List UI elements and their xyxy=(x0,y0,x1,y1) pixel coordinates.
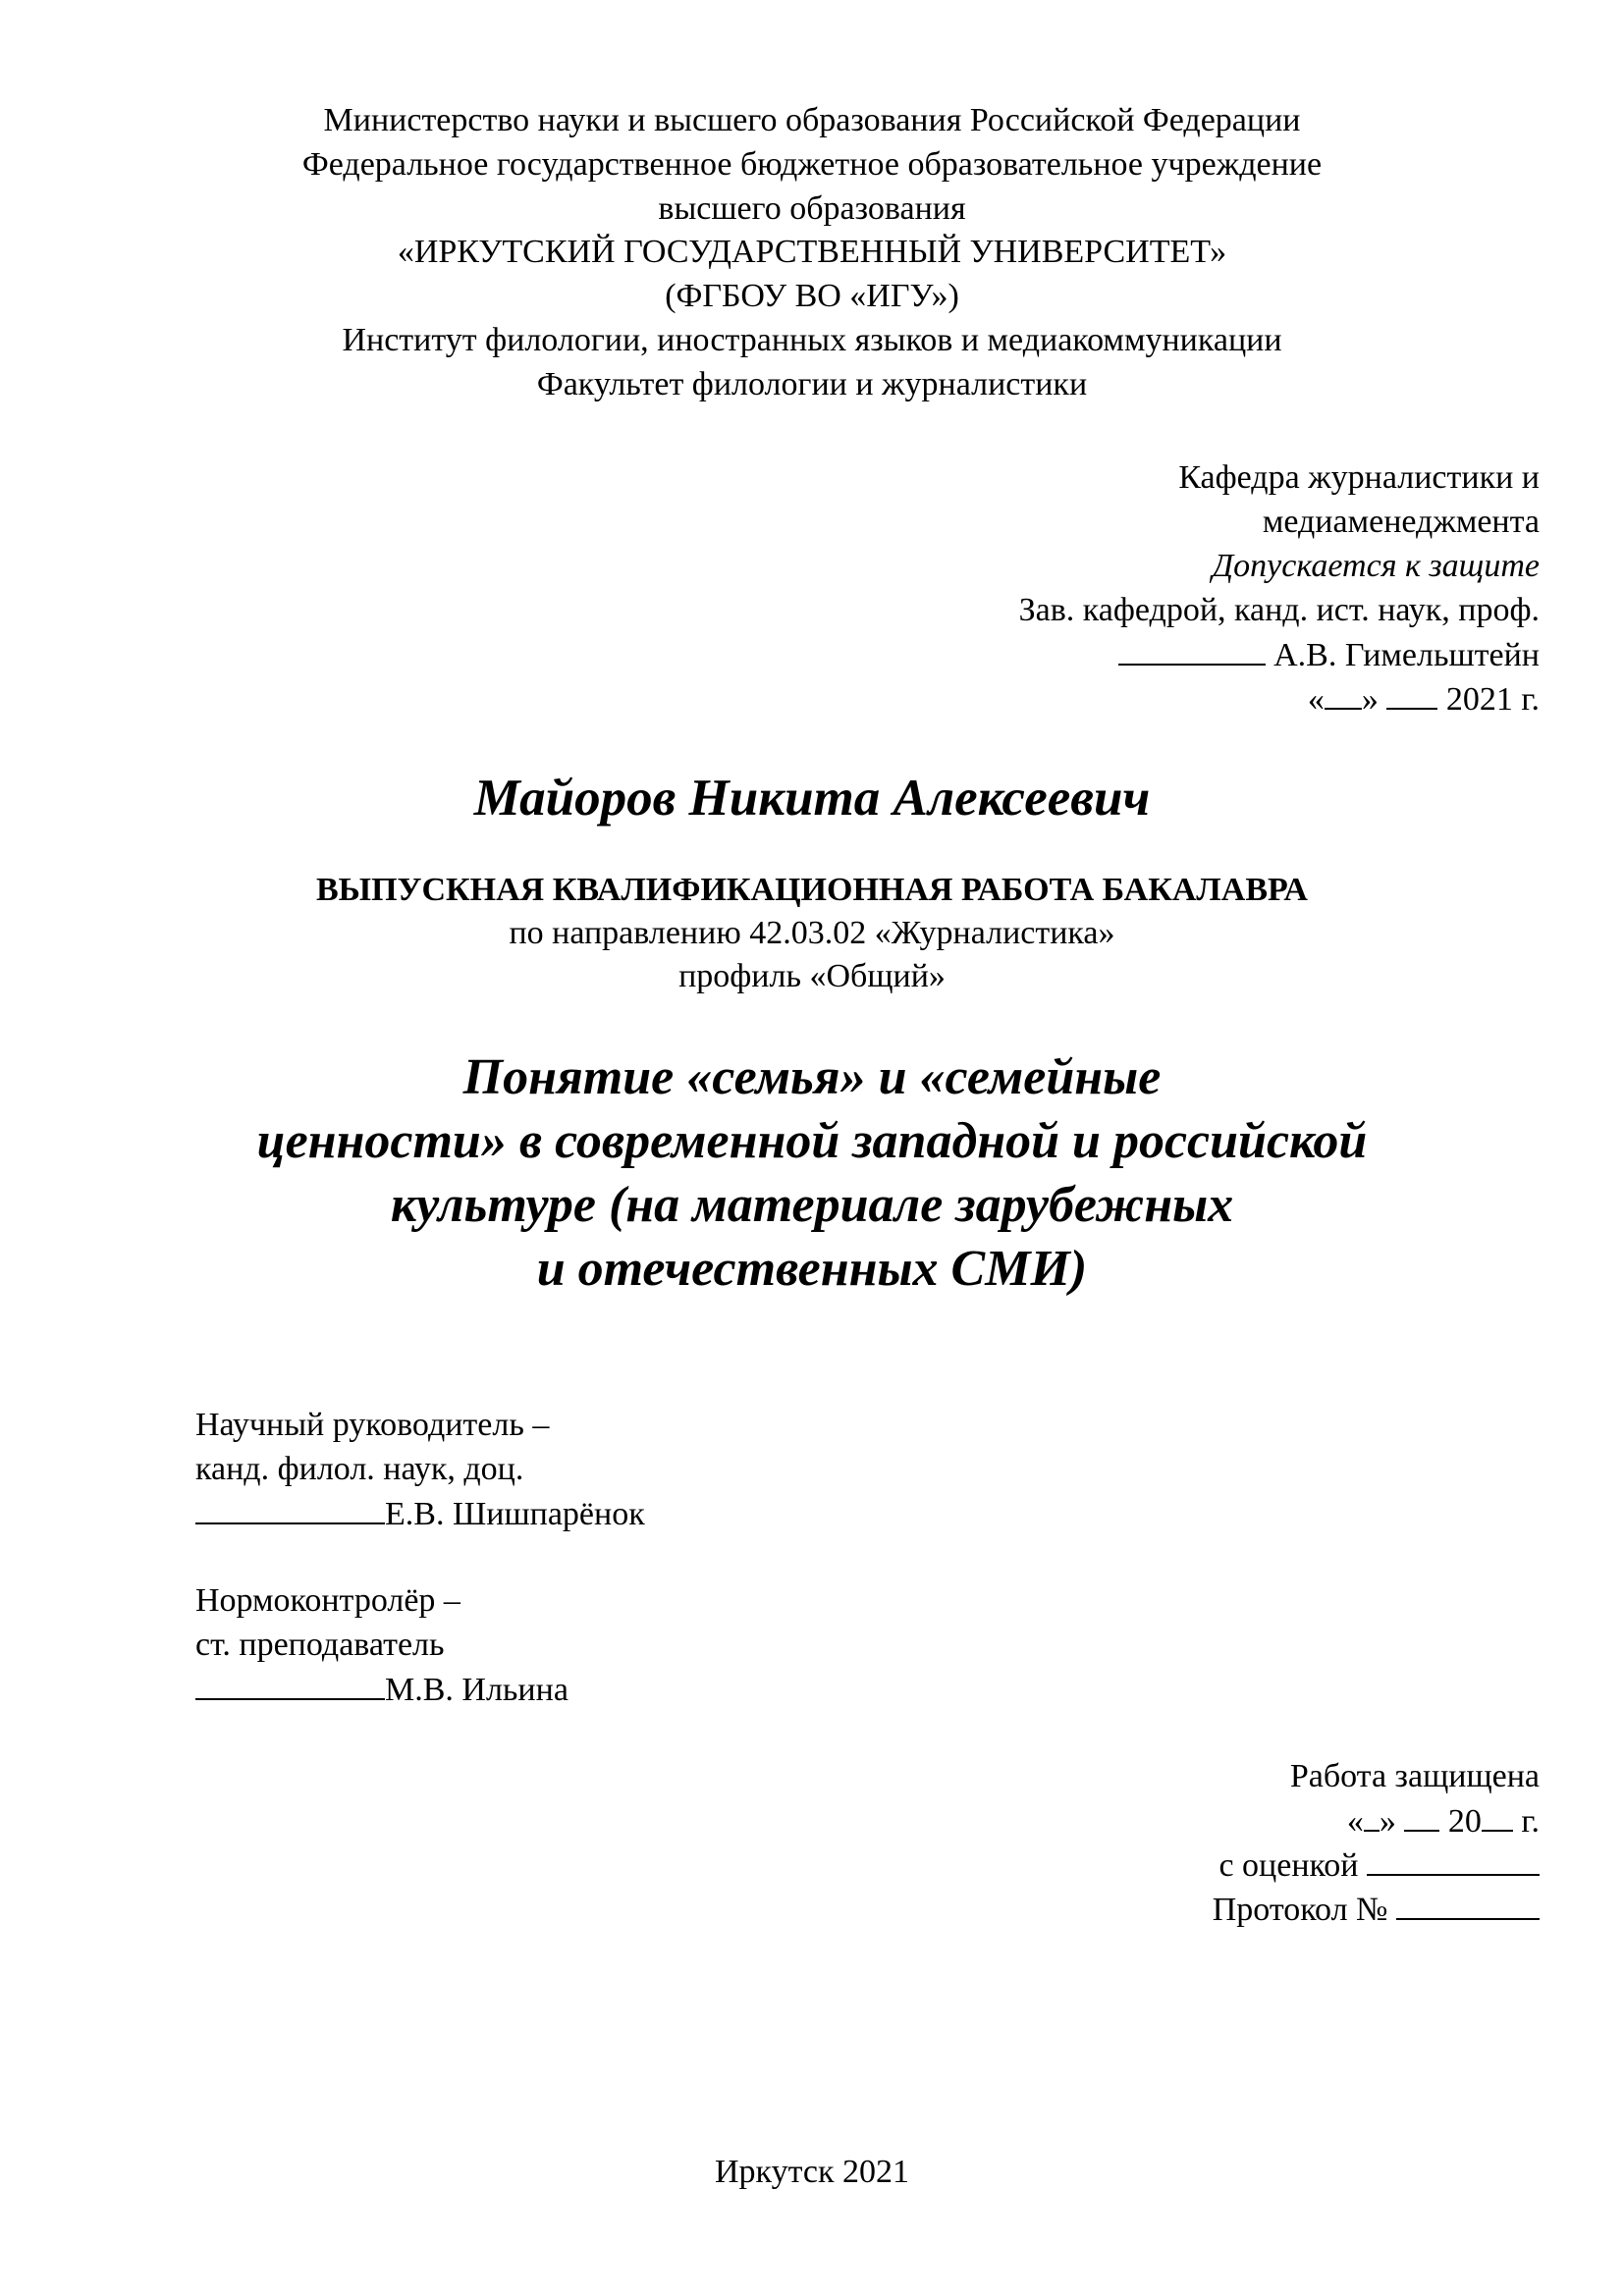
normcontrol-position: ст. преподаватель xyxy=(195,1627,445,1663)
approval-date-line: « » 2021 г. xyxy=(1307,681,1540,718)
work-direction: по направлению 42.03.02 «Журналистика» xyxy=(509,915,1115,951)
institution-type-line: Федеральное государственное бюджетное образовательное учреждение xyxy=(301,146,1323,183)
institute-line: Институт филологии, иностранных языков и медиакоммуникации xyxy=(342,322,1282,358)
grade-label: с оценкой xyxy=(1218,1847,1359,1884)
defense-protected: Работа защищена xyxy=(1289,1758,1540,1794)
grade-line xyxy=(1218,1848,1540,1883)
admitted-label: Допускается к защите xyxy=(1212,548,1540,584)
year-blank xyxy=(1482,1804,1513,1832)
signature-blank xyxy=(195,1673,385,1700)
defense-date-line: « » 20 г. xyxy=(1346,1803,1540,1840)
day-blank xyxy=(1364,1804,1380,1832)
work-title-line-1: Понятие «семья» и «семейные xyxy=(462,1049,1162,1105)
protocol-line xyxy=(1213,1893,1540,1927)
work-profile: профиль «Общий» xyxy=(678,958,946,994)
month-blank xyxy=(1404,1804,1439,1832)
grade-blank xyxy=(1367,1848,1540,1876)
faculty-line: Факультет филологии и журналистики xyxy=(536,366,1088,402)
head-signature-line xyxy=(1118,638,1540,672)
normcontrol-role: Нормоконтролёр – xyxy=(195,1582,460,1619)
protocol-label: Протокол № xyxy=(1212,1892,1388,1928)
supervisor-role: Научный руководитель – xyxy=(195,1407,550,1443)
university-abbr-line: (ФГБОУ ВО «ИГУ») xyxy=(665,278,959,314)
approval-year: 2021 г. xyxy=(1445,681,1540,718)
department-line-2: медиаменеджмента xyxy=(1262,504,1540,540)
work-title-line-3: культуре (на материале зарубежных xyxy=(390,1177,1234,1233)
education-level-line: высшего образования xyxy=(658,190,966,227)
head-title: Зав. кафедрой, канд. ист. наук, проф. xyxy=(1018,592,1540,628)
ministry-line: Министерство науки и высшего образования Российской Федерации xyxy=(323,102,1301,138)
month-blank xyxy=(1386,682,1437,710)
university-name-line: «ИРКУТСКИЙ ГОСУДАРСТВЕННЫЙ УНИВЕРСИТЕТ» xyxy=(397,234,1227,270)
supervisor-degree: канд. филол. наук, доц. xyxy=(195,1451,524,1487)
work-type: ВЫПУСКНАЯ КВАЛИФИКАЦИОННАЯ РАБОТА БАКАЛАВРА xyxy=(316,872,1308,908)
signature-blank xyxy=(195,1497,385,1524)
work-title-line-2: ценности» в современной западной и российской xyxy=(256,1113,1368,1169)
signature-blank xyxy=(1118,638,1266,666)
supervisor-name: Е.В. Шишпарёнок xyxy=(385,1496,645,1532)
author-name: Майоров Никита Алексеевич xyxy=(473,770,1151,827)
head-name: А.В. Гимельштейн xyxy=(1273,637,1540,673)
day-blank xyxy=(1325,682,1362,710)
city-year: Иркутск 2021 xyxy=(715,2154,909,2190)
protocol-blank xyxy=(1396,1893,1540,1920)
normcontrol-name: М.В. Ильина xyxy=(385,1672,568,1708)
work-title-line-4: и отечественных СМИ) xyxy=(536,1241,1088,1297)
normcontrol-signature-line xyxy=(195,1673,568,1707)
supervisor-signature-line xyxy=(195,1497,645,1531)
department-line-1: Кафедра журналистики и xyxy=(1178,459,1540,496)
